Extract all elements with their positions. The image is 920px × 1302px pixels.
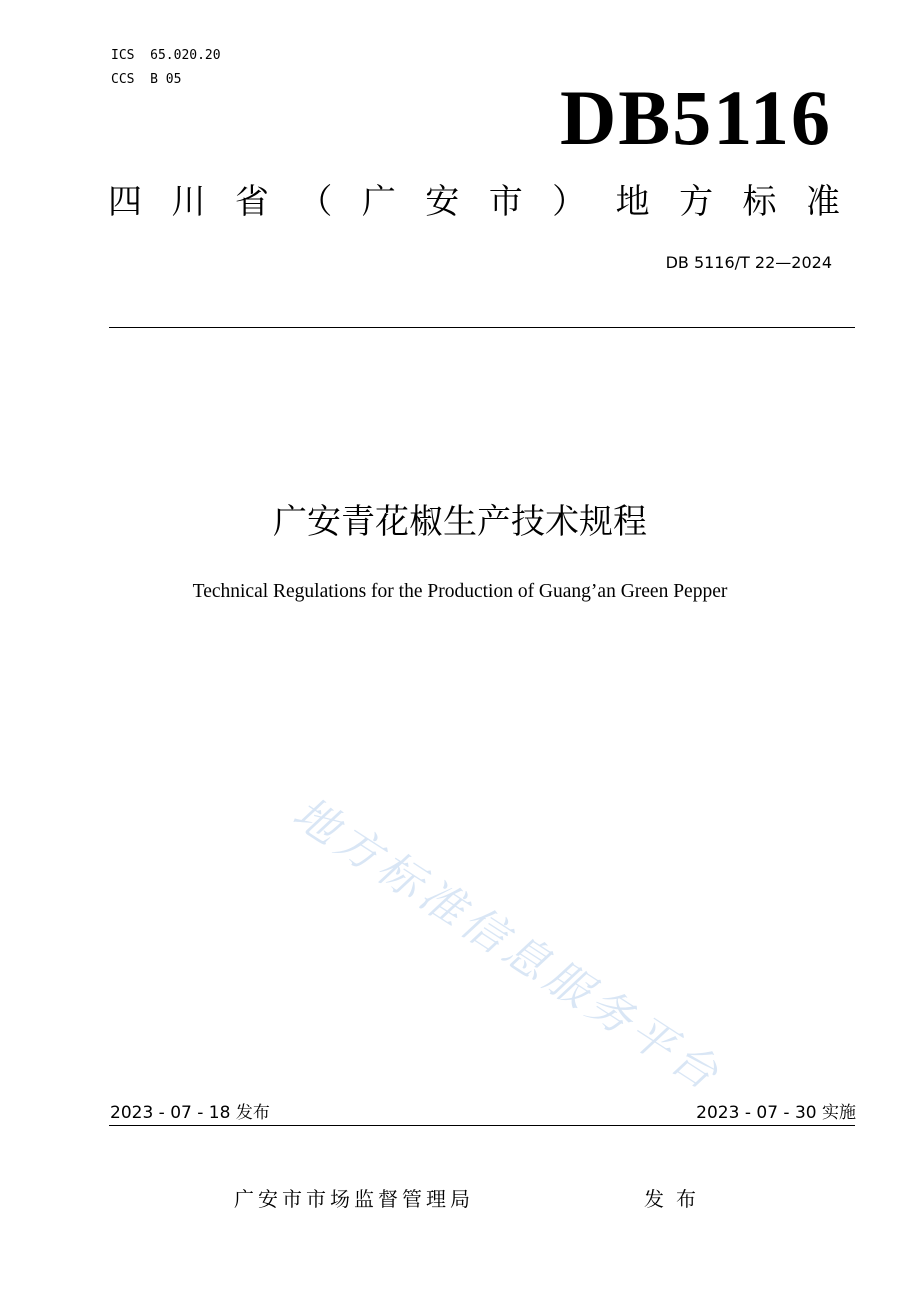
header-divider bbox=[109, 327, 855, 328]
standard-type-char: 省 bbox=[234, 182, 269, 222]
implementation-date: 2023 - 07 - 30 实施 bbox=[696, 1103, 856, 1123]
issuing-authority: 广安市市场监督管理局 bbox=[234, 1187, 474, 1211]
standard-type-char: 准 bbox=[805, 182, 840, 222]
document-title-english: Technical Regulations for the Production of Guang’an Green Pepper bbox=[192, 581, 728, 602]
document-title-chinese: 广安青花椒生产技术规程 bbox=[273, 502, 647, 542]
standard-type-char: ） bbox=[552, 182, 587, 222]
standard-type-char: 市 bbox=[488, 182, 523, 222]
standard-type-char: 标 bbox=[742, 182, 777, 222]
standard-type-char: 川 bbox=[171, 182, 206, 222]
ics-code: ICS 65.020.20 bbox=[111, 48, 221, 63]
publish-label: 发布 bbox=[644, 1187, 708, 1211]
standard-type-char: 安 bbox=[425, 182, 460, 222]
standard-type-char: 地 bbox=[615, 182, 650, 222]
ccs-code: CCS B 05 bbox=[111, 72, 182, 87]
standard-type-char: （ bbox=[298, 182, 333, 222]
footer-divider bbox=[109, 1125, 855, 1126]
watermark: 地方标准信息服务平台 bbox=[283, 787, 732, 1103]
standard-code-logo: DB5116 bbox=[559, 74, 832, 161]
standard-type-char: 四 bbox=[108, 182, 142, 222]
standard-number: DB 5116/T 22—2024 bbox=[665, 253, 832, 272]
standard-type bbox=[108, 176, 840, 228]
standard-type-char: 广 bbox=[361, 182, 396, 222]
standard-type-char: 方 bbox=[679, 182, 714, 222]
issue-date: 2023 - 07 - 18 发布 bbox=[110, 1103, 270, 1123]
